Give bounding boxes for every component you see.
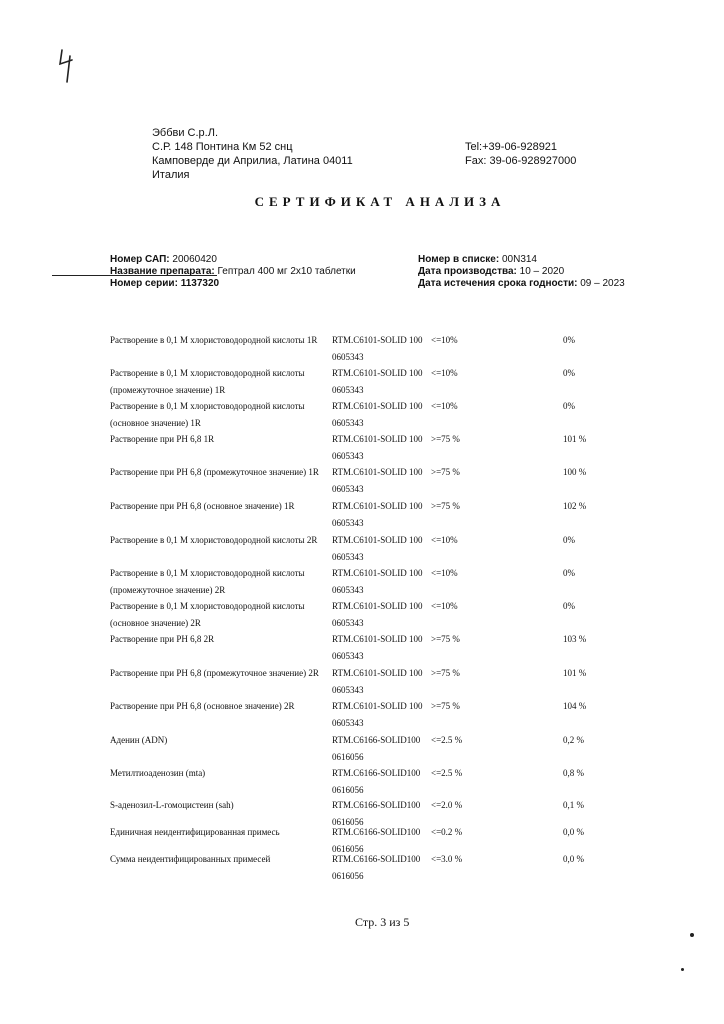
test-name: Растворение при PH 6,8 (промежуточное значение) 1R bbox=[110, 467, 319, 477]
test-method: RTM.C6101-SOLID 1000605343 bbox=[332, 601, 423, 628]
test-spec: >=75 % bbox=[431, 701, 460, 711]
test-result: 0% bbox=[563, 368, 575, 378]
company-address-2: Камповерде ди Априлиа, Латина 04011 bbox=[152, 155, 353, 167]
production-label: Дата производства: bbox=[418, 266, 517, 277]
test-result: 0% bbox=[563, 401, 575, 411]
test-method: RTM.C6101-SOLID 1000605343 bbox=[332, 335, 423, 362]
table-row bbox=[0, 431, 724, 465]
test-method: RTM.C6101-SOLID 1000605343 bbox=[332, 368, 423, 395]
test-result: 101 % bbox=[563, 668, 587, 678]
test-name: Растворение при PH 6,8 (промежуточное значение) 2R bbox=[110, 668, 319, 678]
company-address-1: С.Р. 148 Понтина Км 52 снц bbox=[152, 141, 293, 153]
test-method: RTM.C6101-SOLID 1000605343 bbox=[332, 701, 423, 728]
test-name: S-аденозил-L-гомоцистеин (sah) bbox=[110, 800, 234, 810]
test-spec: >=75 % bbox=[431, 467, 460, 477]
test-result: 0,0 % bbox=[563, 827, 584, 837]
test-method: RTM.C6101-SOLID 1000605343 bbox=[332, 668, 423, 695]
table-row bbox=[0, 365, 724, 399]
document-title: СЕРТИФИКАТ АНАЛИЗА bbox=[254, 194, 506, 209]
series-value: 1137320 bbox=[180, 278, 220, 289]
test-name: Растворение при PH 6,8 2R bbox=[110, 634, 215, 644]
test-method: RTM.C6166-SOLID1000616056 bbox=[332, 768, 421, 795]
test-name: Аденин (ADN) bbox=[110, 735, 168, 745]
test-spec: <=2.5 % bbox=[431, 768, 463, 778]
test-result: 103 % bbox=[563, 634, 587, 644]
table-row bbox=[0, 532, 724, 566]
test-spec: <=10% bbox=[431, 368, 458, 378]
table-row bbox=[0, 698, 724, 732]
test-name: Растворение в 0,1 М хлористоводородной кислоты (основное значение) 2R bbox=[110, 601, 305, 628]
test-spec: <=10% bbox=[431, 535, 458, 545]
test-result: 0,2 % bbox=[563, 735, 584, 745]
test-name: Единичная неидентифицированная примесь bbox=[110, 827, 280, 837]
test-result: 0,8 % bbox=[563, 768, 584, 778]
test-method: RTM.C6101-SOLID 1000605343 bbox=[332, 434, 423, 461]
test-method: RTM.C6166-SOLID1000616056 bbox=[332, 800, 421, 827]
test-spec: <=10% bbox=[431, 335, 458, 345]
company-fax: Fax: 39-06-928927000 bbox=[465, 155, 577, 167]
table-row bbox=[0, 851, 724, 885]
drug-label: Название препарата: bbox=[110, 266, 215, 277]
table-row bbox=[0, 565, 724, 599]
table-row bbox=[0, 398, 724, 432]
test-spec: <=2.5 % bbox=[431, 735, 463, 745]
test-spec: <=10% bbox=[431, 401, 458, 411]
test-method: RTM.C6101-SOLID 1000605343 bbox=[332, 535, 423, 562]
test-name: Растворение в 0,1 М хлористоводородной кислоты (основное значение) 1R bbox=[110, 401, 305, 428]
list-label: Номер в списке: bbox=[418, 254, 500, 265]
test-method: RTM.C6166-SOLID1000616056 bbox=[332, 827, 421, 854]
sap-value: 20060420 bbox=[172, 254, 217, 265]
test-spec: >=75 % bbox=[431, 634, 460, 644]
sap-label: Номер САП: bbox=[110, 254, 170, 265]
test-result: 0% bbox=[563, 568, 575, 578]
drug-value: Гептрал 400 мг 2x10 таблетки bbox=[217, 266, 356, 277]
test-result: 0% bbox=[563, 335, 575, 345]
test-spec: >=75 % bbox=[431, 434, 460, 444]
test-name: Растворение при PH 6,8 (основное значение) 2R bbox=[110, 701, 295, 711]
expiry-label: Дата истечения срока годности: bbox=[418, 278, 578, 289]
table-row bbox=[0, 498, 724, 532]
production-value: 10 – 2020 bbox=[519, 266, 565, 277]
series-label: Номер серии: bbox=[110, 278, 178, 289]
test-spec: <=0.2 % bbox=[431, 827, 463, 837]
scan-speck bbox=[681, 968, 684, 971]
table-row bbox=[0, 598, 724, 632]
table-row bbox=[0, 464, 724, 498]
test-result: 104 % bbox=[563, 701, 587, 711]
test-result: 0,0 % bbox=[563, 854, 584, 864]
scan-speck bbox=[690, 933, 694, 937]
expiry-value: 09 – 2023 bbox=[580, 278, 625, 289]
table-row bbox=[0, 332, 724, 366]
test-method: RTM.C6166-SOLID1000616056 bbox=[332, 854, 421, 881]
company-name: Эббви С.р.Л. bbox=[152, 127, 218, 139]
test-method: RTM.C6101-SOLID 1000605343 bbox=[332, 634, 423, 661]
test-spec: <=10% bbox=[431, 568, 458, 578]
test-result: 101 % bbox=[563, 434, 587, 444]
header-rule bbox=[52, 275, 217, 276]
test-spec: >=75 % bbox=[431, 501, 460, 511]
test-method: RTM.C6101-SOLID 1000605343 bbox=[332, 501, 423, 528]
test-spec: <=10% bbox=[431, 601, 458, 611]
test-name: Сумма неидентифицированных примесей bbox=[110, 854, 271, 864]
test-method: RTM.C6166-SOLID1000616056 bbox=[332, 735, 421, 762]
test-result: 0% bbox=[563, 535, 575, 545]
test-method: RTM.C6101-SOLID 1000605343 bbox=[332, 401, 423, 428]
test-method: RTM.C6101-SOLID 1000605343 bbox=[332, 568, 423, 595]
test-result: 100 % bbox=[563, 467, 587, 477]
table-row bbox=[0, 765, 724, 799]
test-spec: <=3.0 % bbox=[431, 854, 463, 864]
test-name: Растворение в 0,1 М хлористоводородной кислоты (промежуточное значение) 2R bbox=[110, 568, 305, 595]
company-tel: Tel:+39-06-928921 bbox=[465, 141, 558, 153]
page-number: Стр. 3 из 5 bbox=[355, 915, 410, 929]
expiry-date bbox=[418, 277, 625, 290]
list-value: 00N314 bbox=[501, 254, 537, 265]
test-spec: <=2.0 % bbox=[431, 800, 463, 810]
handwritten-mark bbox=[58, 48, 78, 84]
table-row bbox=[0, 732, 724, 766]
test-name: Растворение в 0,1 М хлористоводородной кислоты (промежуточное значение) 1R bbox=[110, 368, 305, 395]
table-row bbox=[0, 631, 724, 665]
test-name: Метилтиоаденозин (mta) bbox=[110, 768, 206, 778]
test-name: Растворение в 0,1 М хлористоводородной кислоты 2R bbox=[110, 535, 318, 545]
series-number bbox=[110, 277, 219, 290]
test-spec: >=75 % bbox=[431, 668, 460, 678]
test-method: RTM.C6101-SOLID 1000605343 bbox=[332, 467, 423, 494]
test-name: Растворение при PH 6,8 (основное значение) 1R bbox=[110, 501, 295, 511]
test-result: 102 % bbox=[563, 501, 587, 511]
table-row bbox=[0, 665, 724, 699]
test-name: Растворение при PH 6,8 1R bbox=[110, 434, 215, 444]
company-country: Италия bbox=[152, 169, 190, 181]
test-result: 0% bbox=[563, 601, 575, 611]
test-name: Растворение в 0,1 М хлористоводородной кислоты 1R bbox=[110, 335, 318, 345]
test-result: 0,1 % bbox=[563, 800, 584, 810]
